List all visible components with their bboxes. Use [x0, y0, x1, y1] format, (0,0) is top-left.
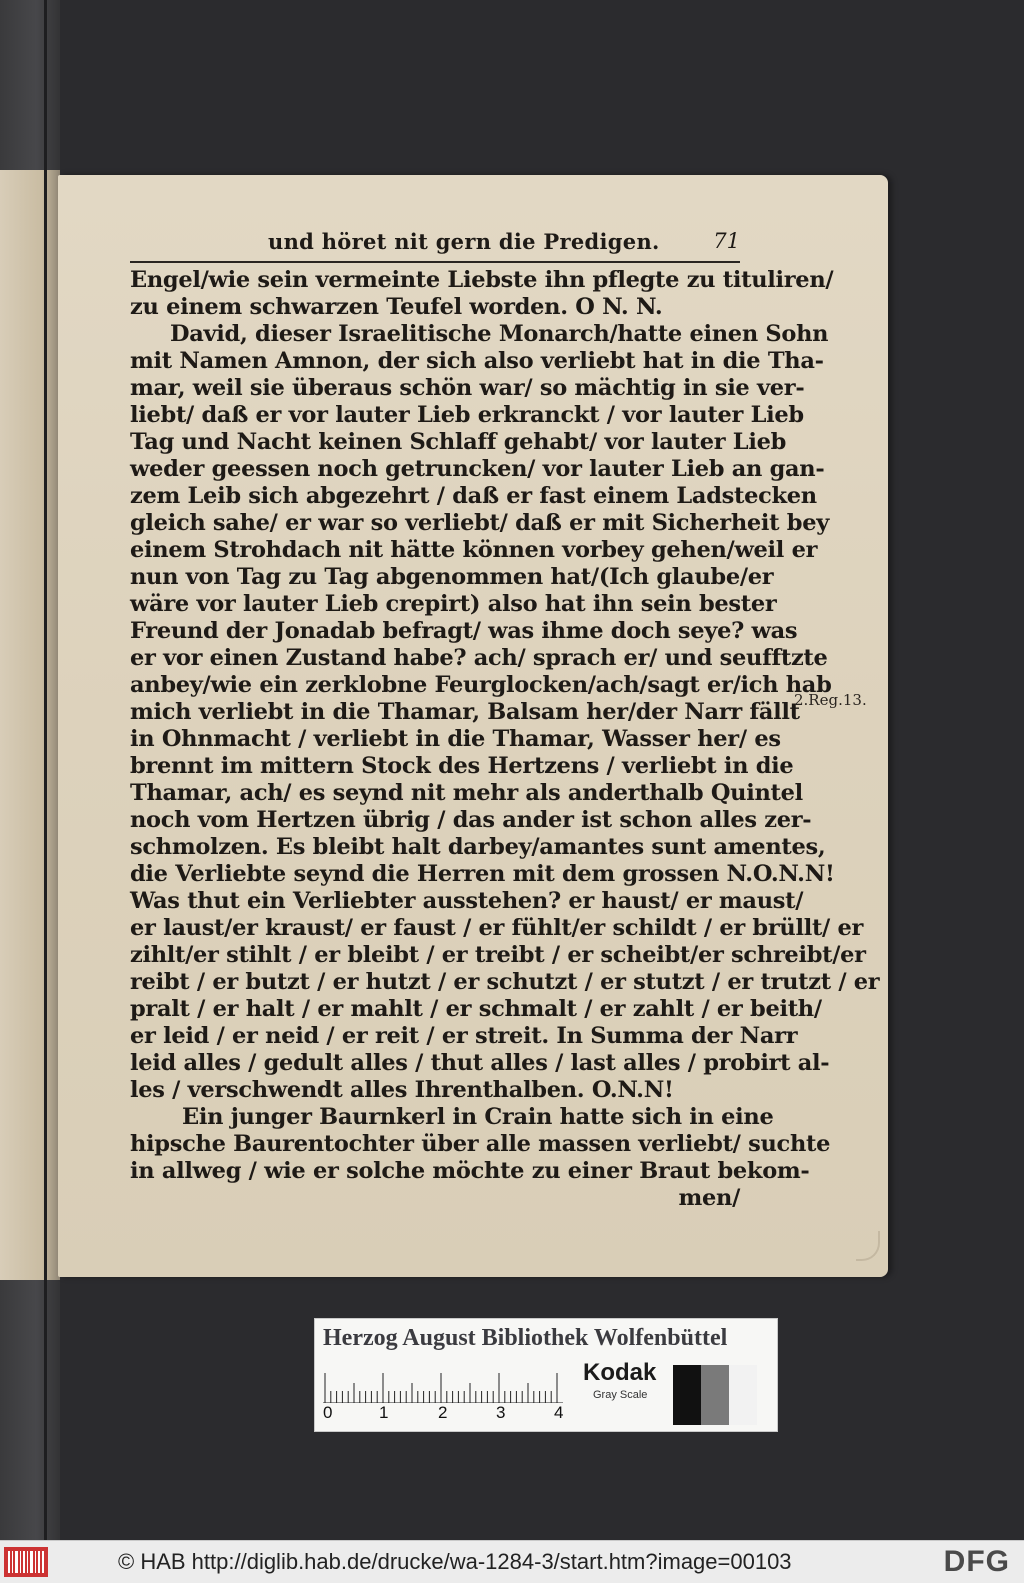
text-line: Thamar, ach/ es seynd nit mehr als anderthalb Quintel [130, 780, 803, 806]
footer-bar [0, 1540, 1024, 1583]
text-line: in Ohnmacht / verliebt in die Thamar, Wasser her/ es [130, 726, 781, 752]
gray-swatch [701, 1365, 729, 1425]
text-line: Tag und Nacht keinen Schlaff gehabt/ vor lauter Lieb [130, 429, 787, 455]
color-calibration-card [314, 1318, 778, 1432]
ruler-number: 4 [554, 1403, 564, 1422]
text-line: leid alles / gedult alles / thut alles / last alles / probirt al- [130, 1050, 830, 1076]
text-line: nun von Tag zu Tag abgenommen hat/(Ich glaube/er [130, 564, 774, 590]
text-line: pralt / er halt / er mahlt / er schmalt / er zahlt / er beith/ [130, 996, 822, 1022]
text-line: noch vom Hertzen übrig / das ander ist schon alles zer- [130, 807, 812, 833]
text-line: in allweg / wie er solche möchte zu einer Braut bekom- [130, 1158, 810, 1184]
facing-page-edge [0, 170, 60, 1280]
text-line: zu einem schwarzen Teufel worden. O N. N. [130, 294, 663, 320]
text-line: brennt im mittern Stock des Hertzens / verliebt in die [130, 753, 794, 779]
text-line: wäre vor lauter Lieb crepirt) also hat ihn sein bester [130, 591, 777, 617]
ruler-number: 1 [379, 1403, 389, 1422]
text-line: reibt / er butzt / er hutzt / er schutzt / er stutzt / er trutzt / er [130, 969, 880, 995]
library-name: Herzog August Bibliothek Wolfenbüttel [323, 1325, 728, 1351]
text-line: les / verschwendt alles Ihrenthalben. O.N.N! [130, 1077, 674, 1103]
text-line: weder geessen noch getruncken/ vor lauter Lieb an gan- [130, 456, 825, 482]
text-line: hipsche Baurentochter über alle massen verliebt/ suchte [130, 1131, 831, 1157]
text-line: mit Namen Amnon, der sich also verliebt hat in die Tha- [130, 348, 824, 374]
gray-swatch [673, 1365, 701, 1425]
ruler-number: 0 [323, 1403, 333, 1422]
text-line: Engel/wie sein vermeinte Liebste ihn pflegte zu tituliren/ [130, 267, 834, 293]
book-page [58, 175, 888, 1277]
barcode-icon [4, 1547, 48, 1577]
text-line: mich verliebt in die Thamar, Balsam her/der Narr fällt [130, 699, 800, 725]
text-line: mar, weil sie überaus schön war/ so mächtig in sie ver- [130, 375, 805, 401]
kodak-logo: Kodak [583, 1359, 657, 1386]
text-line: zihlt/er stihlt / er bleibt / er treibt / er scheibt/er schreibt/er [130, 942, 866, 968]
text-line: er leid / er neid / er reit / er streit. In Summa der Narr [130, 1023, 798, 1049]
gray-swatch [729, 1365, 757, 1425]
page-corner [856, 1231, 880, 1261]
text-line: Ein junger Baurnkerl in Crain hatte sich in eine [182, 1104, 774, 1130]
footer-url[interactable]: © HAB http://diglib.hab.de/drucke/wa-1284-3/start.htm?image=00103 [118, 1549, 792, 1574]
ruler-number: 3 [496, 1403, 506, 1422]
text-line: schmolzen. Es bleibt halt darbey/amantes sunt amentes, [130, 834, 826, 860]
gray-swatches [673, 1365, 757, 1425]
text-line: anbey/wie ein zerklobne Feurglocken/ach/sagt er/ich hab [130, 672, 832, 698]
text-line: liebt/ daß er vor lauter Lieb erkranckt / vor lauter Lieb [130, 402, 804, 428]
page-number: 71 [713, 229, 740, 253]
text-line: er laust/er kraust/ er faust / er fühlt/er schildt / er brüllt/ er [130, 915, 864, 941]
text-line: gleich sahe/ er war so verliebt/ daß er mit Sicherheit bey [130, 510, 829, 536]
margin-note: 2.Reg.13. [794, 691, 867, 709]
text-line: er vor einen Zustand habe? ach/ sprach er/ und seufftzte [130, 645, 828, 671]
text-line: zem Leib sich abgezehrt / daß er fast einem Ladstecken [130, 483, 817, 509]
catchword: men/ [678, 1185, 740, 1211]
gray-scale-label: Gray Scale [593, 1389, 648, 1401]
text-line: David, dieser Israelitische Monarch/hatte einen Sohn [170, 321, 829, 347]
text-line: Was thut ein Verliebter ausstehen? er haust/ er maust/ [130, 888, 804, 914]
text-line: einem Strohdach nit hätte können vorbey gehen/weil er [130, 537, 818, 563]
ruler-scale [323, 1359, 563, 1403]
dfg-logo: DFG [943, 1545, 1010, 1578]
running-head-title: und höret nit gern die Predigen. [268, 229, 660, 254]
text-line: die Verliebte seynd die Herren mit dem grossen N.O.N.N! [130, 861, 835, 887]
ruler-number: 2 [438, 1403, 448, 1422]
ruler-ticks [323, 1359, 563, 1403]
text-line: Freund der Jonadab befragt/ was ihme doch seye? was [130, 618, 798, 644]
book-spine [44, 0, 47, 1540]
running-head [130, 227, 740, 263]
ruler-numbers [323, 1403, 563, 1423]
